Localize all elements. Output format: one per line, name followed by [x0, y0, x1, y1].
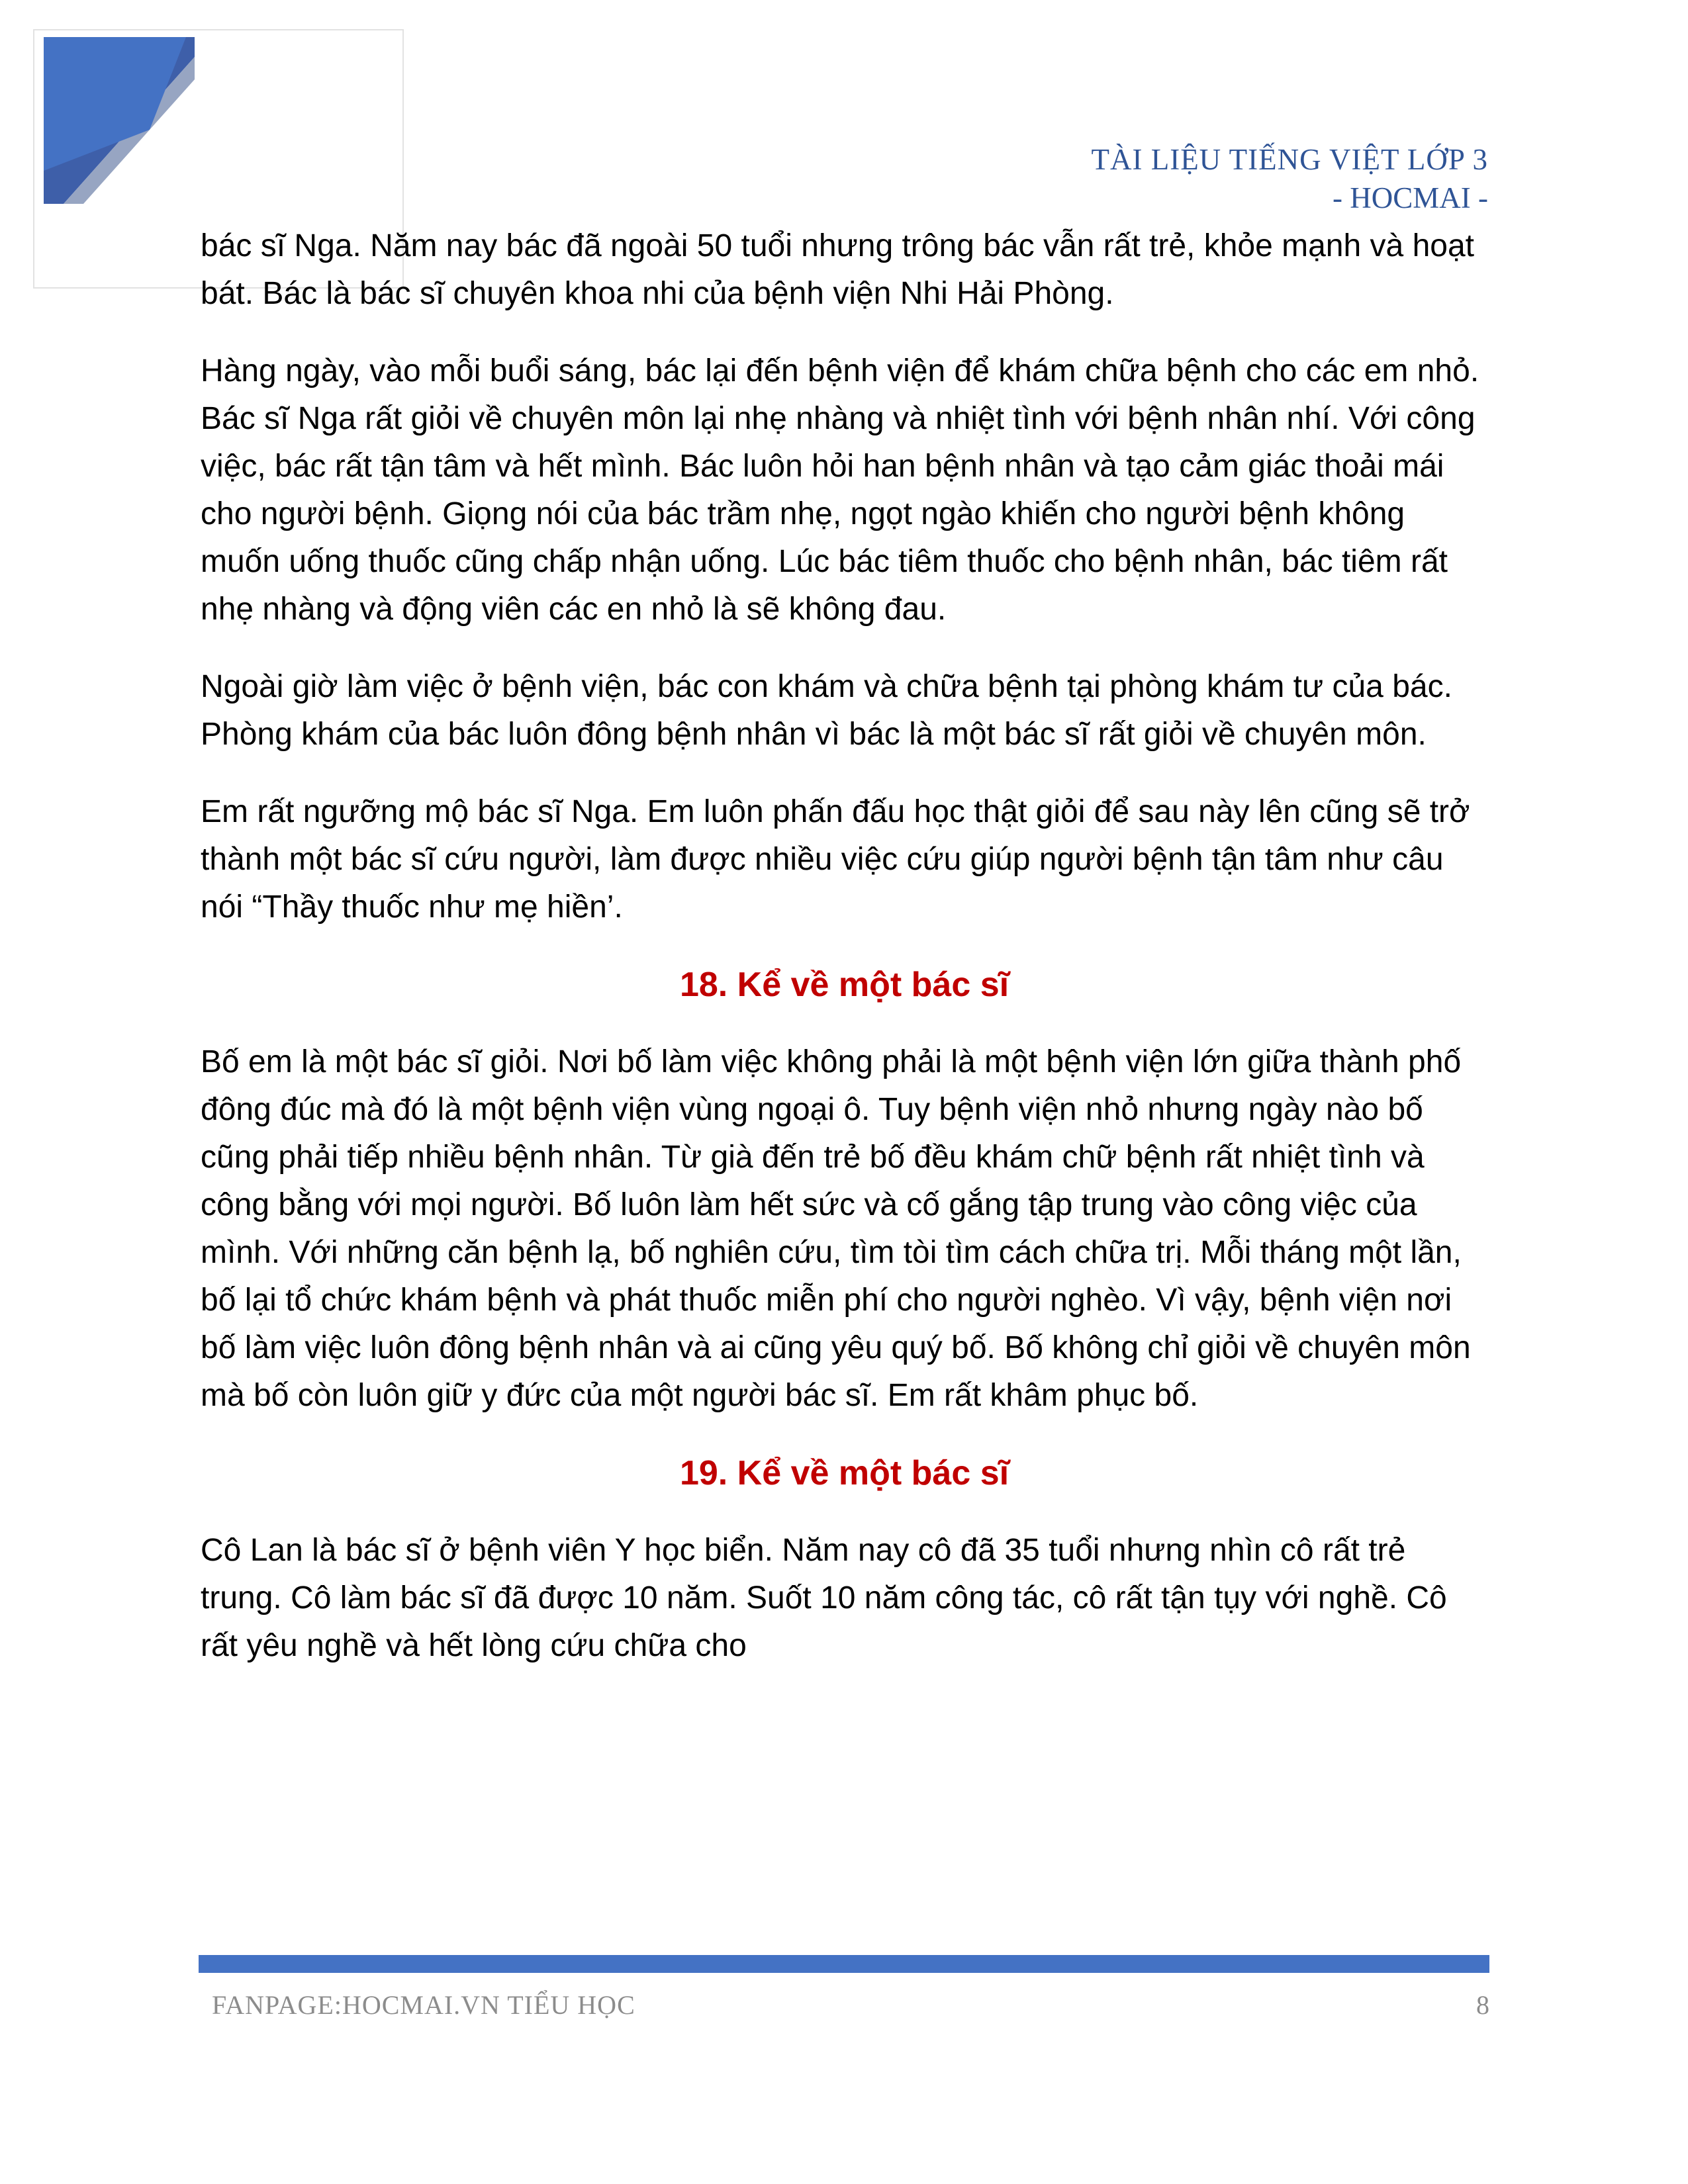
hocmai-logo-icon: [44, 37, 195, 204]
paragraph: Em rất ngưỡng mộ bác sĩ Nga. Em luôn phấn đấu học thật giỏi để sau này lên cũng sẽ trở thành một bác sĩ cứu người, làm được nhiều việc cứu giúp người bệnh tận tâm như câu nói “Thầy thuốc như mẹ hiền’.: [201, 794, 1470, 925]
header-org: - HOCMAI -: [1333, 181, 1488, 214]
paragraph: bác sĩ Nga. Năm nay bác đã ngoài 50 tuổi nhưng trông bác vẫn rất trẻ, khỏe mạnh và hoạt bát. Bác là bác sĩ chuyên khoa nhi của bệnh viện Nhi Hải Phòng.: [201, 228, 1474, 311]
essay-heading-18: 18. Kể về một bác sĩ: [679, 966, 1009, 1004]
paragraph: Bố em là một bác sĩ giỏi. Nơi bố làm việc không phải là một bệnh viện lớn giữa thành phố đông đúc mà đó là một bệnh viện vùng ngoại ô. Tuy bệnh viện nhỏ nhưng ngày nào bố cũng phải tiếp nhiều bệnh nhân. Từ già đến trẻ bố đều khám chữ bệnh rất nhiệt tình và công bằng với mọi người. Bố luôn làm hết sức và cố gắng tập trung vào công việc của mình. Với những căn bệnh lạ, bố nghiên cứu, tìm tòi tìm cách chữa trị. Mỗi tháng một lần, bố lại tổ chức khám bệnh và phát thuốc miễn phí cho người nghèo. Vì vậy, bệnh viện nơi bố làm việc luôn đông bệnh nhân và ai cũng yêu quý bố. Bố không chỉ giỏi về chuyên môn mà bố còn luôn giữ y đức của một người bác sĩ. Em rất khâm phục bố.: [201, 1044, 1471, 1413]
footer-page-number: 8: [1476, 1990, 1489, 2020]
footer-fanpage: FANPAGE:HOCMAI.VN TIỂU HỌC: [212, 1990, 635, 2020]
document-header: [1092, 140, 1489, 217]
content-column: [201, 222, 1488, 1700]
footer-divider-bar: [199, 1955, 1489, 1973]
header-title: TÀI LIỆU TIẾNG VIỆT LỚP 3: [1091, 143, 1488, 176]
paragraph: Hàng ngày, vào mỗi buổi sáng, bác lại đến bệnh viện để khám chữa bệnh cho các em nhỏ. Bác sĩ Nga rất giỏi về chuyên môn lại nhẹ nhàng và nhiệt tình với bệnh nhân nhí. Với công việc, bác rất tận tâm và hết mình. Bác luôn hỏi han bệnh nhân và tạo cảm giác thoải mái cho người bệnh. Giọng nói của bác trầm nhẹ, ngọt ngào khiến cho người bệnh không muốn uống thuốc cũng chấp nhận uống. Lúc bác tiêm thuốc cho bệnh nhân, bác tiêm rất nhẹ nhàng và động viên các en nhỏ là sẽ không đau.: [201, 353, 1479, 627]
essay-heading-19: 19. Kể về một bác sĩ: [679, 1454, 1009, 1492]
paragraph: Ngoài giờ làm việc ở bệnh viện, bác con khám và chữa bệnh tại phòng khám tư của bác. Phòng khám của bác luôn đông bệnh nhân vì bác là một bác sĩ rất giỏi về chuyên môn.: [201, 669, 1452, 752]
paragraph: Cô Lan là bác sĩ ở bệnh viên Y học biển. Năm nay cô đã 35 tuổi nhưng nhìn cô rất trẻ trung. Cô làm bác sĩ đã được 10 năm. Suốt 10 năm công tác, cô rất tận tụy với nghề. Cô rất yêu nghề và hết lòng cứu chữa cho: [201, 1533, 1447, 1663]
